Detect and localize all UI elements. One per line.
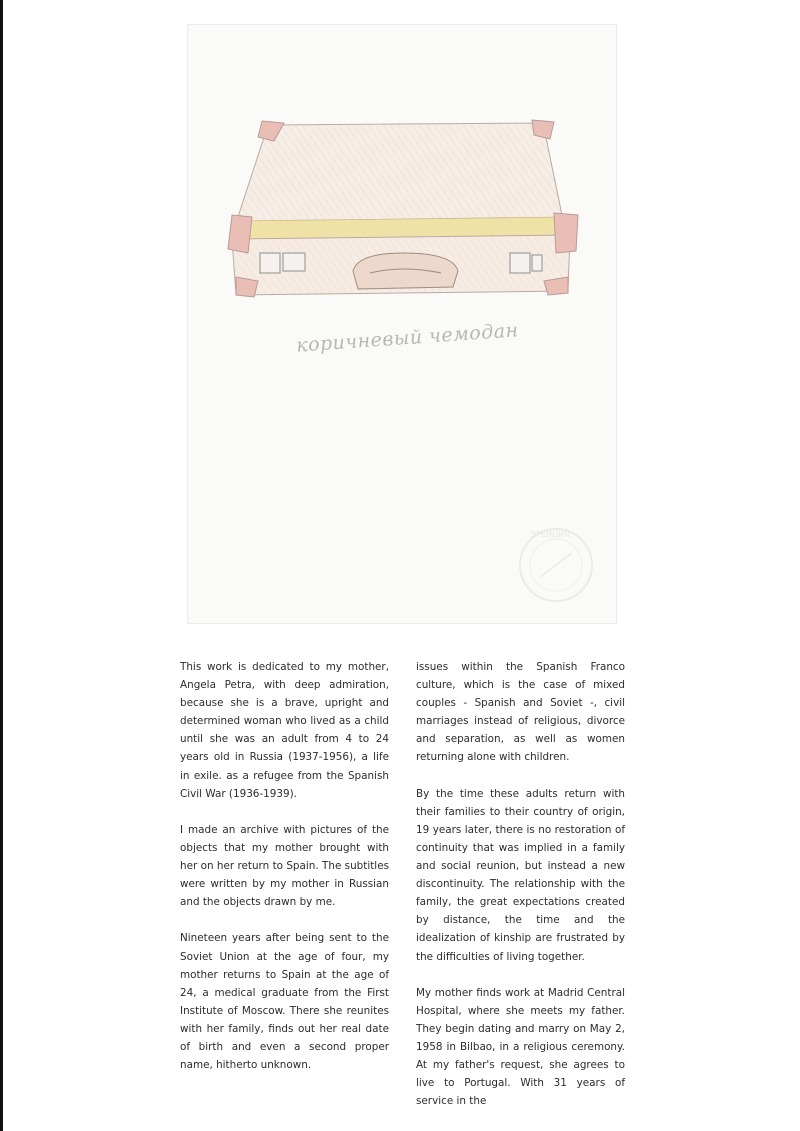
paragraph-dedication: This work is dedicated to my mother, Angela Petra, with deep admiration, because she is a brave, upright and determined woman who lived as a child until she was an adult from 4 to 24 years old in Russia (1937-1956), a life in exile. as a refugee from the Spanish Civil War (1936-1939). [180,661,389,800]
paragraph-discontinuity: By the time these adults return with their families to their country of origin, 19 years later, there is no restoration of continuity that was implied in a family and social reunion, but instead a new discontinuity. The relationship with the family, the great expectations created by distance, the time and the idealization of kinship are frustrated by the difficulties of living together. [416,787,625,963]
stamp-text: ·ЭРЕНЦИЯ· [528,530,573,539]
paragraph-archive: I made an archive with pictures of the objects that my mother brought with her on her return to Spain. The subtitles were written by my mother in Russian and the objects drawn by me. [180,823,389,909]
russian-caption: коричневый чемодан [295,319,520,357]
suitcase-drawing [187,24,617,624]
text-column-left [180,658,389,1092]
paragraph-issues: issues within the Spanish Franco culture, which is the case of mixed couples - Spanish and Soviet -, civil marriages instead of religious, divorce and separation, as well as women returning alone with children. [416,661,625,764]
left-edge-bar [0,0,3,1131]
paragraph-return: Nineteen years after being sent to the Soviet Union at the age of four, my mother returns to Spain at the age of 24, a medical graduate from the First Institute of Moscow. There she reunites with her family, finds out her real date of birth and even a second proper name, hitherto unknown. [180,932,389,1072]
suitcase-illustration [188,25,618,625]
text-column-right [416,658,625,1128]
paragraph-hospital: My mother finds work at Madrid Central Hospital, where she meets my father. They begin dating and marry on May 2, 1958 in Bilbao, in a religious ceremony. At my father's request, she agrees to live to Portugal. With 31 years of service in the [416,986,625,1108]
